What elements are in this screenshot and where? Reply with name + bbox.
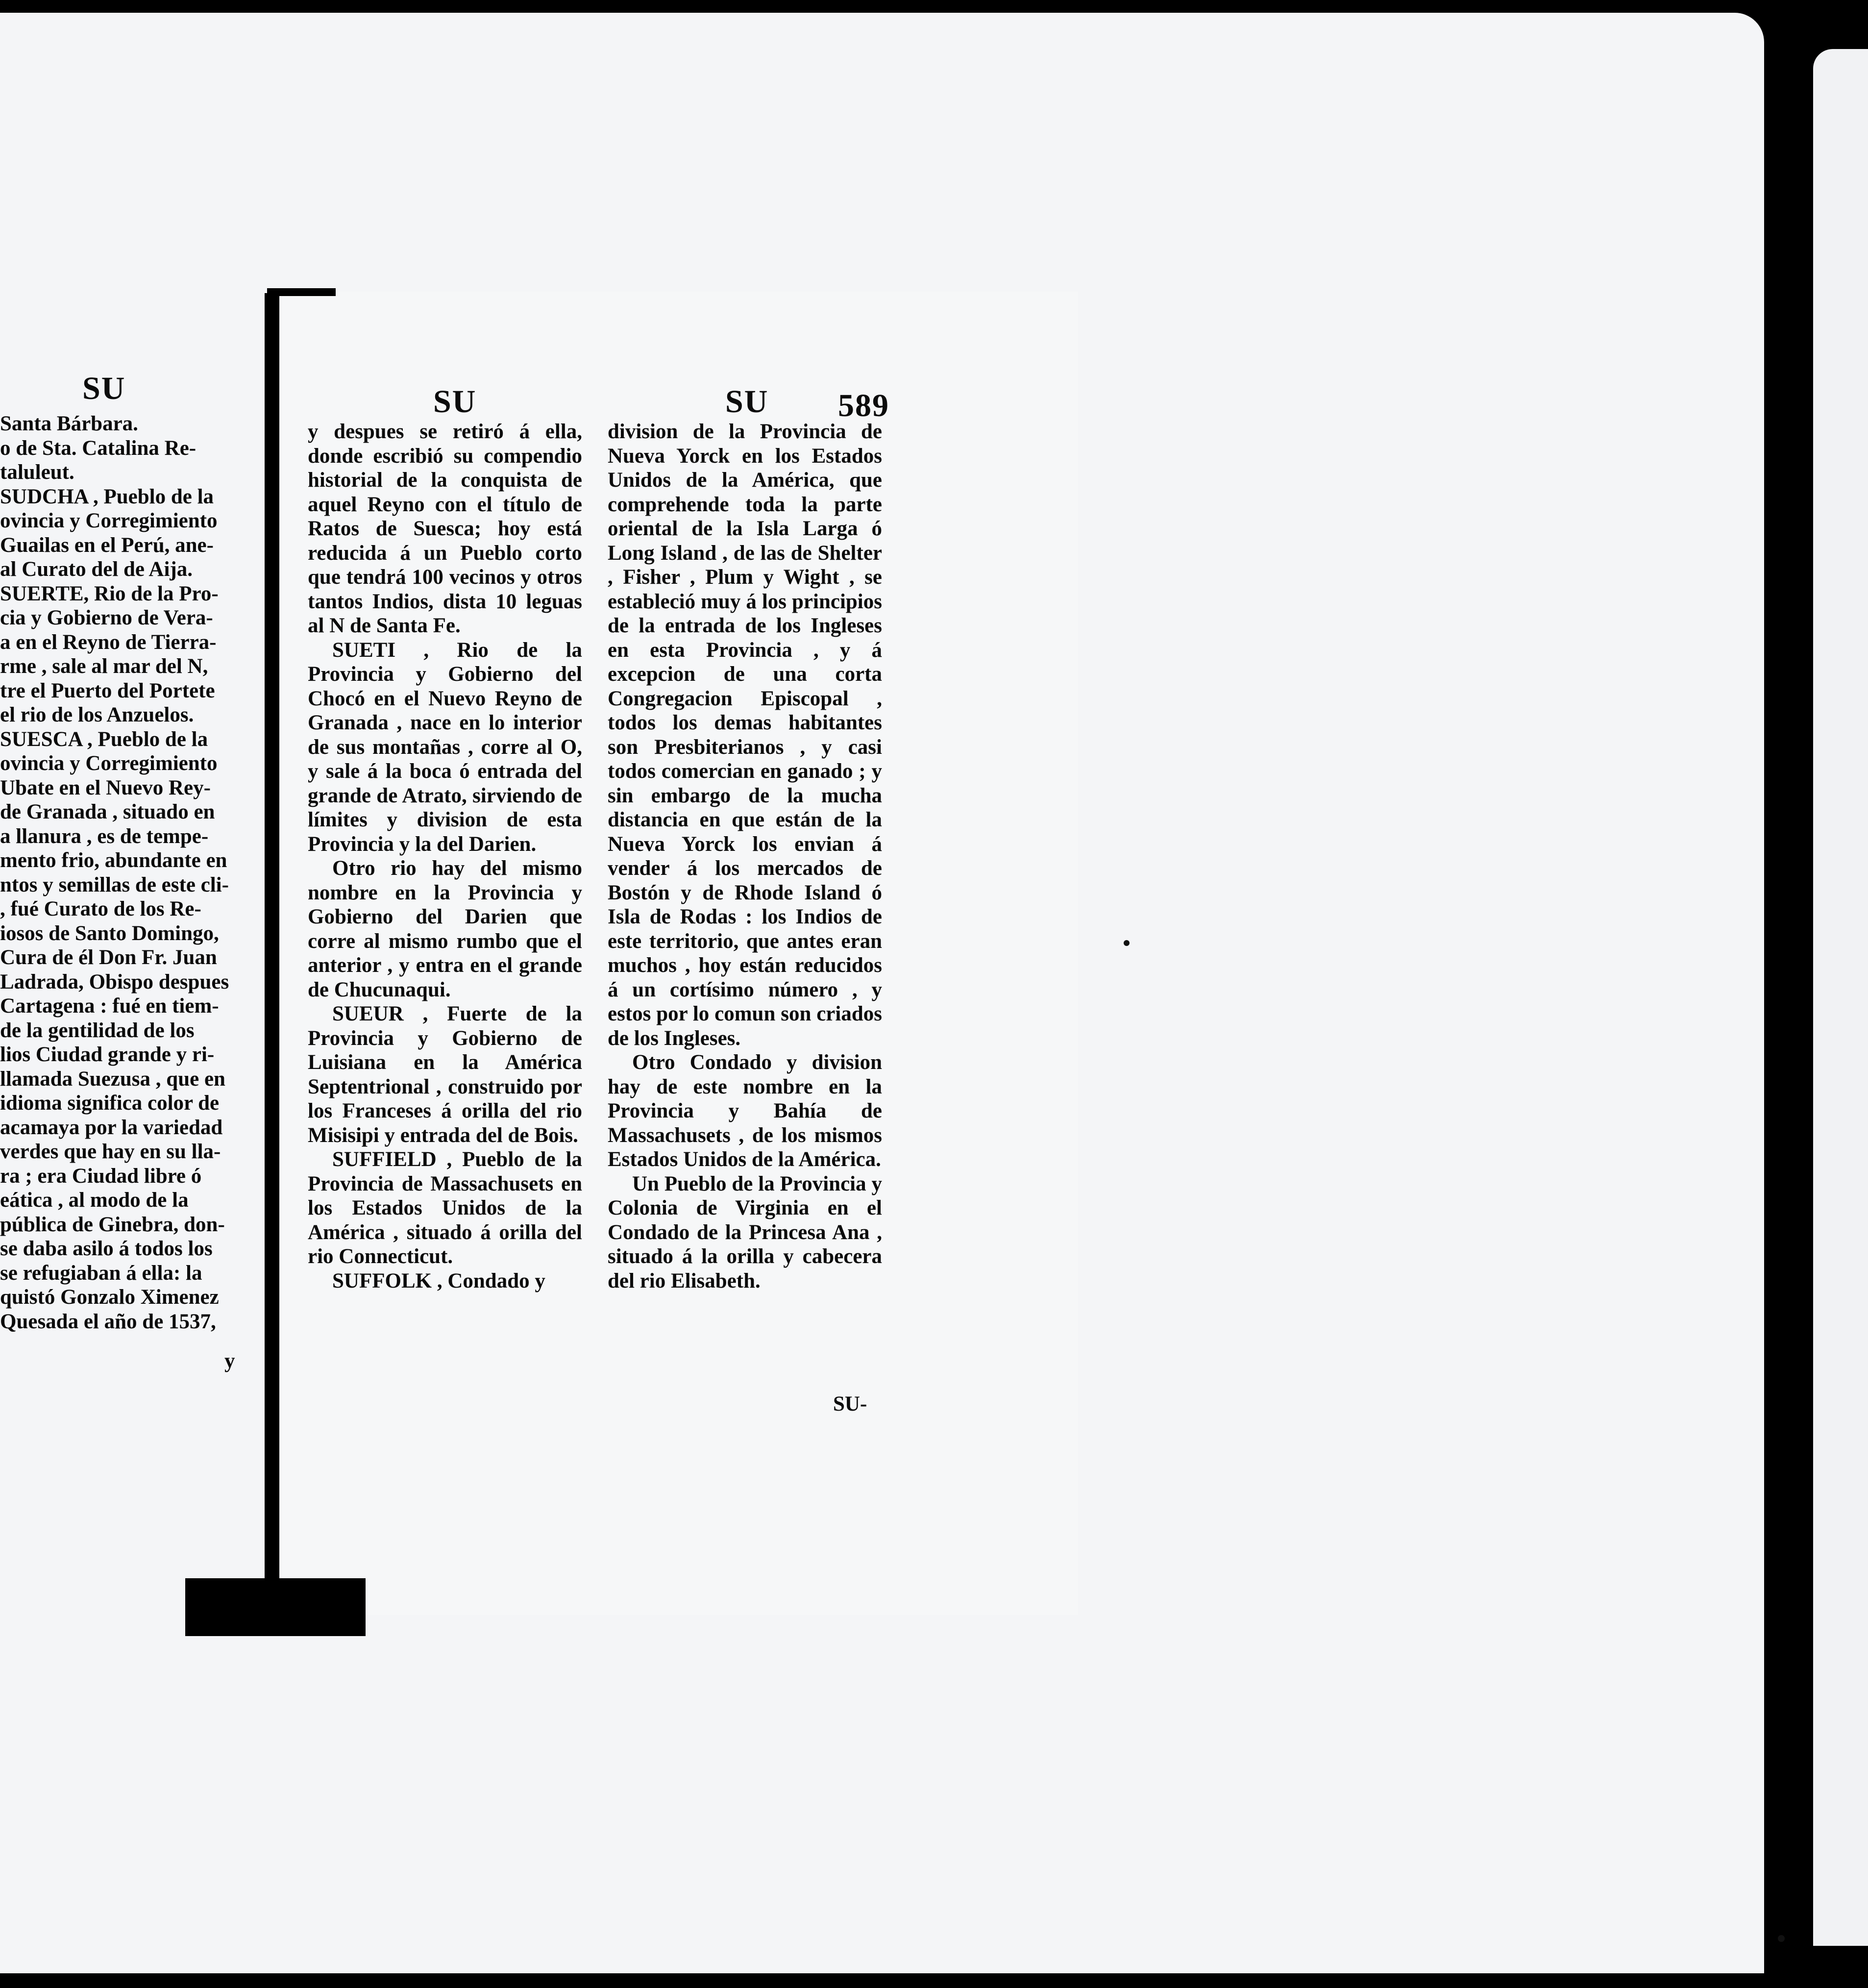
left-text-line: se refugiaban á ella: la <box>0 1261 202 1285</box>
left-text-line: el rio de los Anzuelos. <box>0 703 194 726</box>
left-text-line: de la gentilidad de los <box>0 1019 195 1042</box>
left-text-line: acamaya por la variedad <box>0 1116 223 1139</box>
book-spine-shadow <box>265 293 279 1616</box>
scan-black-block <box>185 1578 366 1636</box>
next-page-edge <box>1813 49 1868 1946</box>
left-text-line: Santa Bárbara. <box>0 412 138 435</box>
left-text-line: llamada Suezusa , que en <box>0 1067 225 1091</box>
right-text-column <box>608 420 882 1293</box>
middle-text-column <box>308 420 582 1293</box>
left-text-line: ntos y semillas de este cli- <box>0 873 229 896</box>
running-head-right: SU <box>725 384 769 420</box>
page-number: 589 <box>838 388 889 423</box>
left-text-line: Cartagena : fué en tiem- <box>0 994 219 1018</box>
spine-shadow-top <box>267 288 336 296</box>
left-text-line: quistó Gonzalo Ximenez <box>0 1286 219 1309</box>
left-text-line: de Granada , situado en <box>0 800 215 823</box>
entry-paragraph: SUETI , Rio de la Provincia y Gobierno del Chocó en el Nuevo Reyno de Granada , nace en lo interior de sus montañas , corre al O, y sale á la boca ó entrada del grande de Atrato, sirviendo de límites y division de esta Provincia y la del Darien. <box>308 638 582 856</box>
entry-paragraph: SUEUR , Fuerte de la Provincia y Gobierno de Luisiana en la América Septentrional , construido por los Franceses á orilla del rio Misisipi y entrada del de Bois. <box>308 1002 582 1147</box>
left-text-line: Ladrada, Obispo despues <box>0 970 229 994</box>
left-text-line: , fué Curato de los Re- <box>0 897 201 920</box>
entry-paragraph: Otro Condado y division hay de este nombre en la Provincia y Bahía de Massachusets , de los mismos Estados Unidos de la América. <box>608 1051 882 1171</box>
entry-paragraph: SUFFIELD , Pueblo de la Provincia de Massachusets en los Estados Unidos de la América , situado á orilla del rio Connecticut. <box>308 1148 582 1268</box>
left-text-line: ra ; era Ciudad libre ó <box>0 1164 202 1188</box>
left-text-line: Quesada el año de 1537, <box>0 1310 216 1333</box>
left-text-line: se daba asilo á todos los <box>0 1237 213 1260</box>
left-text-line: verdes que hay en su lla- <box>0 1140 221 1163</box>
left-text-line: SUDCHA , Pueblo de la <box>0 485 214 508</box>
entry-paragraph: y despues se retiró á ella, donde escribió su compendio historial de la conquista de aquel Reyno con el título de Ratos de Suesca; hoy está reducida á un Pueblo corto que tendrá 100 vecinos y otros tantos Indios, dista 10 leguas al N de Santa Fe. <box>308 420 582 637</box>
entry-paragraph: division de la Provincia de Nueva Yorck en los Estados Unidos de la América, que comprehende toda la parte oriental de la Isla Larga ó Long Island , de las de Shelter , Fisher , Plum y Wight , se estableció muy á los principios de la entrada de los Ingleses en esta Provincia , y á excepcion de una corta Congregacion Episcopal , todos los demas habitantes son Presbiterianos , y casi todos comercian en ganado ; y sin embargo de la mucha distancia en que están de la Nueva Yorck los envian á vender á los mercados de Bostón y de Rhode Island ó Isla de Rodas : los Indios de este territorio, que antes eran muchos , hoy están reducidos á un cortísimo número , y estos por lo comun son criados de los Ingleses. <box>608 420 882 1050</box>
scan-speck <box>1778 1935 1785 1942</box>
left-text-line: tre el Puerto del Portete <box>0 679 215 702</box>
left-text-line: Guailas en el Perú, ane- <box>0 533 214 557</box>
left-text-line: a llanura , es de tempe- <box>0 824 209 848</box>
left-catchword: y <box>224 1349 235 1372</box>
scan-speck <box>1124 940 1130 946</box>
running-head-middle: SU <box>433 384 477 420</box>
left-text-line: a en el Reyno de Tierra- <box>0 630 217 654</box>
left-text-line: ovincia y Corregimiento <box>0 509 218 532</box>
left-text-line: pública de Ginebra, don- <box>0 1213 225 1236</box>
left-text-line: lios Ciudad grande y ri- <box>0 1043 215 1066</box>
left-text-line: Ubate en el Nuevo Rey- <box>0 776 211 799</box>
left-text-line: SUERTE, Rio de la Pro- <box>0 582 219 605</box>
left-text-line: al Curato del de Aija. <box>0 558 193 581</box>
left-page-column <box>0 412 245 1334</box>
left-text-line: taluleut. <box>0 461 74 484</box>
left-text-line: iosos de Santo Domingo, <box>0 921 219 945</box>
left-text-line: eática , al modo de la <box>0 1189 189 1212</box>
left-text-line: rme , sale al mar del N, <box>0 655 208 678</box>
running-head-left: SU <box>82 371 126 406</box>
left-text-line: Cura de él Don Fr. Juan <box>0 946 217 969</box>
entry-paragraph: Un Pueblo de la Provincia y Colonia de Virginia en el Condado de la Princesa Ana , situado á la orilla y cabecera del rio Elisabeth. <box>608 1172 882 1292</box>
left-text-line: ovincia y Corregimiento <box>0 752 218 775</box>
right-catchword: SU- <box>833 1392 867 1416</box>
left-text-line: o de Sta. Catalina Re- <box>0 436 197 460</box>
left-text-line: mento frio, abundante en <box>0 849 227 872</box>
left-text-line: cia y Gobierno de Vera- <box>0 606 213 629</box>
left-text-line: SUESCA , Pueblo de la <box>0 727 208 751</box>
left-text-line: idioma significa color de <box>0 1092 220 1115</box>
entry-paragraph: Otro rio hay del mismo nombre en la Provincia y Gobierno del Darien que corre al mismo rumbo que el anterior , y entra en el grande de Chucunaqui. <box>308 857 582 1001</box>
entry-paragraph: SUFFOLK , Condado y <box>332 1269 545 1292</box>
